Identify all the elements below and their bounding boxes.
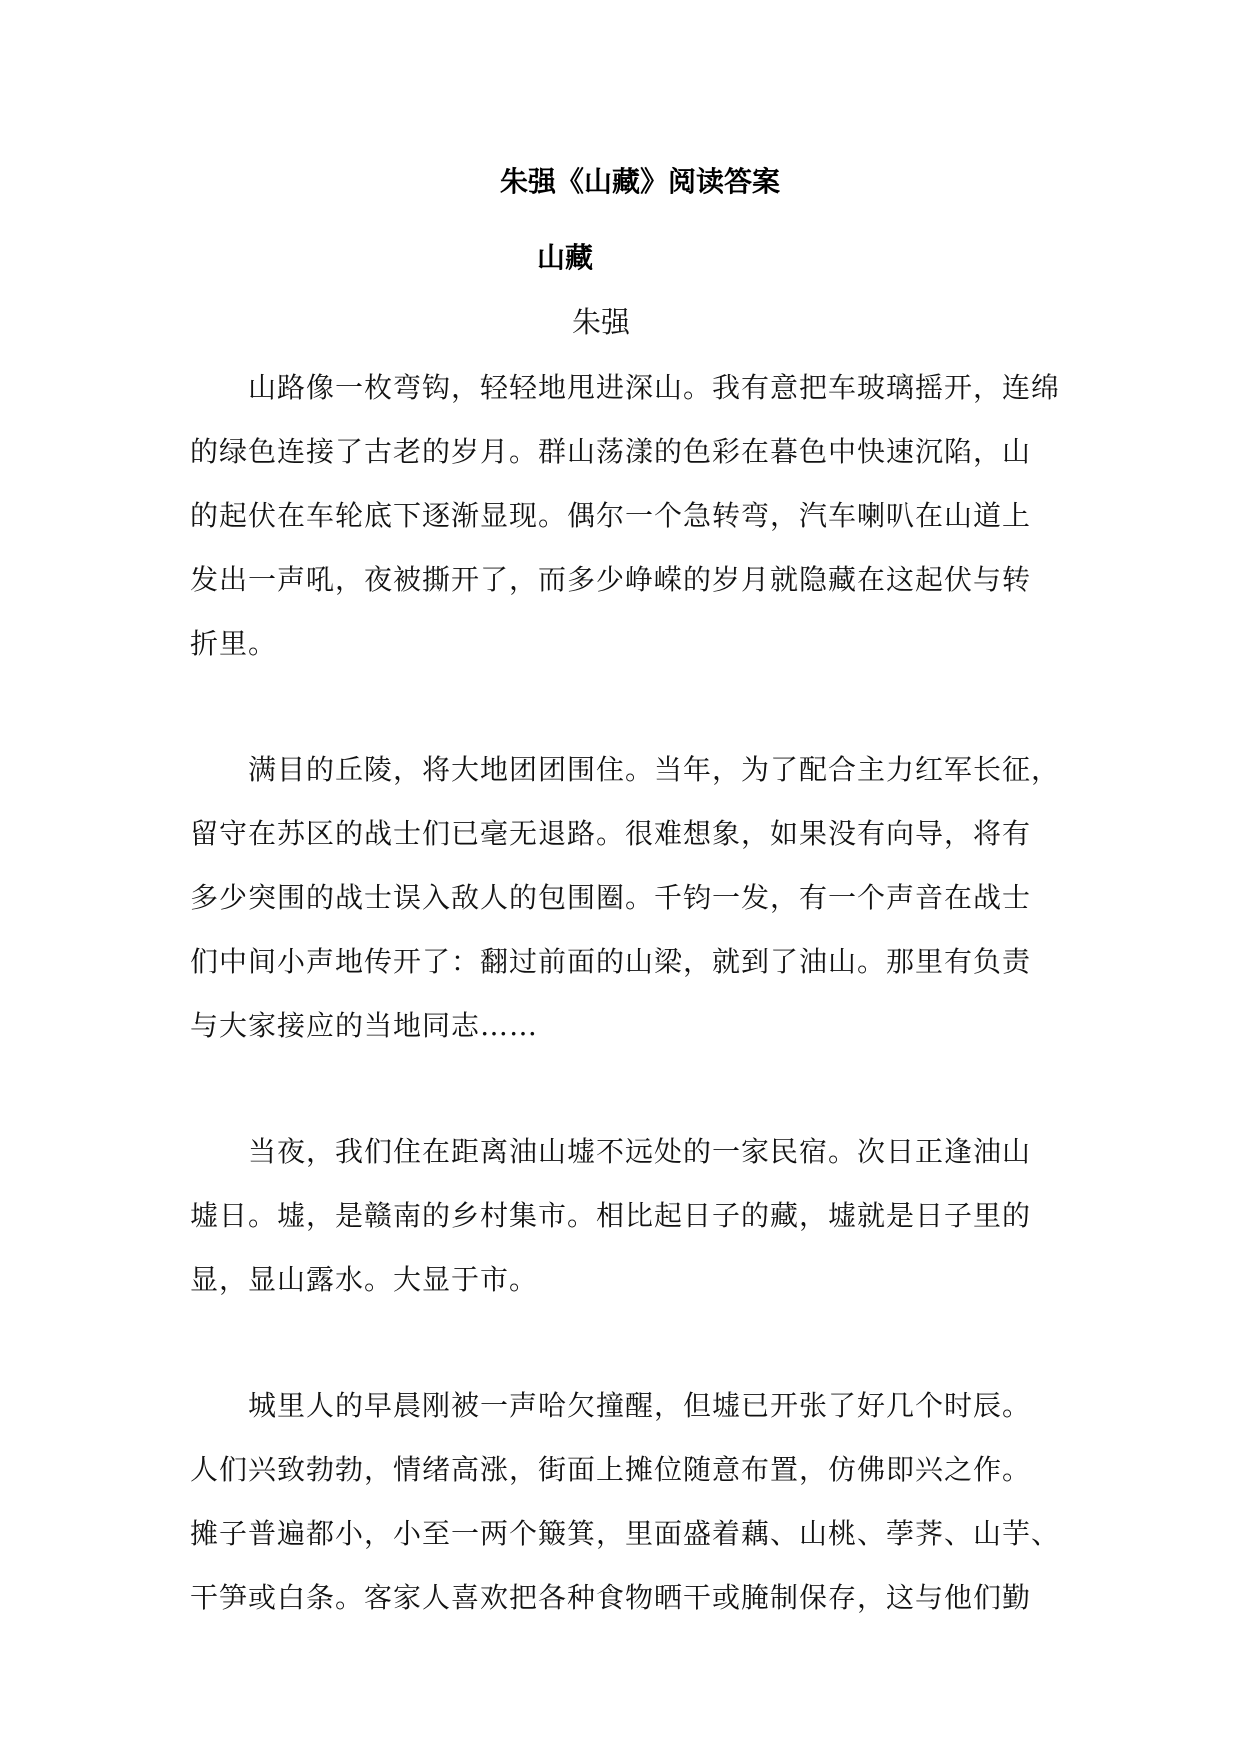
text-line: 城里人的早晨刚被一声哈欠撞醒，但墟已开张了好几个时辰。 [248,1389,1032,1422]
text-line: 折里。 [190,627,278,660]
text-line: 山路像一枚弯钩，轻轻地甩进深山。我有意把车玻璃摇开，连绵 [248,371,1061,404]
article-title: 山藏 [537,241,594,274]
text-line: 人们兴致勃勃，情绪高涨，街面上摊位随意布置，仿佛即兴之作。 [190,1453,1032,1486]
text-line: 显，显山露水。大显于市。 [190,1263,539,1296]
text-line: 们中间小声地传开了：翻过前面的山梁，就到了油山。那里有负责 [190,945,1032,978]
paragraph-3 [190,1132,1050,1324]
page-title: 朱强《山藏》阅读答案 [500,165,781,198]
text-line: 满目的丘陵，将大地团团围住。当年，为了配合主力红军长征， [248,753,1061,786]
text-line: 与大家接应的当地同志…… [190,1009,539,1042]
text-line: 多少突围的战士误入敌人的包围圈。千钧一发，有一个声音在战士 [190,881,1032,914]
text-line: 的绿色连接了古老的岁月。群山荡漾的色彩在暮色中快速沉陷，山 [190,435,1032,468]
paragraph-2 [190,750,1061,1070]
text-line: 的起伏在车轮底下逐渐显现。偶尔一个急转弯，汽车喇叭在山道上 [190,499,1032,532]
text-line: 留守在苏区的战士们已毫无退路。很难想象，如果没有向导，将有 [190,817,1032,850]
text-line: 当夜，我们住在距离油山墟不远处的一家民宿。次日正逢油山 [248,1135,1032,1168]
text-line: 摊子普遍都小，小至一两个簸箕，里面盛着藕、山桃、荸荠、山芋、 [190,1517,1061,1550]
text-line: 干笋或白条。客家人喜欢把各种食物晒干或腌制保存，这与他们勤 [190,1581,1032,1614]
text-line: 墟日。墟，是赣南的乡村集市。相比起日子的藏，墟就是日子里的 [190,1199,1032,1232]
text-line: 发出一声吼，夜被撕开了，而多少峥嵘的岁月就隐藏在这起伏与转 [190,563,1032,596]
paragraph-4 [190,1386,1061,1642]
article-body [190,368,1061,1704]
author-name: 朱强 [572,305,631,339]
paragraph-1 [190,368,1061,688]
